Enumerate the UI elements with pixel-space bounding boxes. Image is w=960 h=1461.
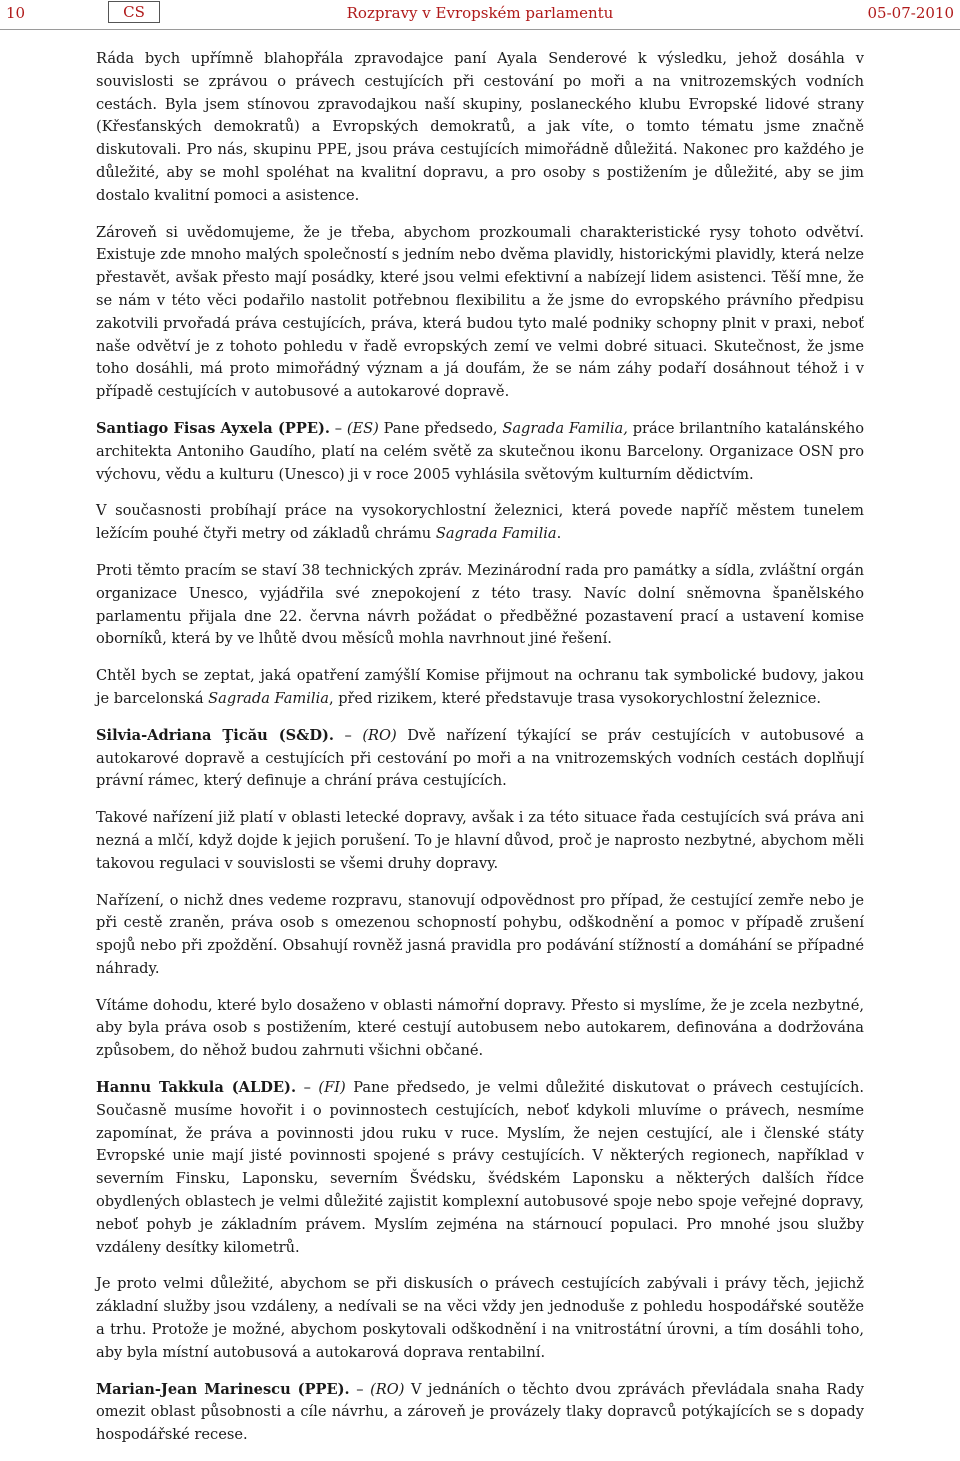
paragraph-6: Chtěl bych se zeptat, jaká opatření zamýšlí Komise přijmout na ochranu tak symbolické budovy, jakou je barcelonská Sagrada Familia, před rizikem, které představuje trasa vysokorychlostní železnice.	[96, 667, 864, 707]
speech-fisas-ayxela: Santiago Fisas Ayxela (PPE). – (ES) Pane předsedo, Sagrada Familia, práce brilantního katalánského architekta Antoniho Gaudího, platí na celém světě za skutečnou ikonu Barcelony. Organizace OSN pro výchovu, vědu a kulturu (Unesco) ji v roce 2005 vyhlásila světovým kulturním dědictvím.	[96, 419, 865, 483]
speech-language: (RO)	[362, 726, 397, 744]
speech-takkula: Hannu Takkula (ALDE). – (FI) Pane předsedo, je velmi důležité diskutovat o právech cestujících. Současně musíme hovořit i o povinnostech cestujících, neboť kdykoli mluvíme o právech, nesmíme zapomínat, že práva a povinnosti jdou ruku v ruce. Myslím, že nejen cestující, ale i členské státy Evropské unie mají jisté povinnosti spojené s právy cestujících. V některých regionech, například v severním Finsku, Laponsku, severním Švédsku, švédském Laponsku a některých dalších řídce obydlených oblastech je velmi důležité zajistit komplexní autobusové spoje nebo spoje veřejné dopravy, neboť pohyb je základním právem. Myslím zejména na stárnoucí populaci. Pro mnohé jsou služby vzdáleny desítky kilometrů.	[96, 1079, 864, 1256]
paragraph-10: Vítáme dohodu, které bylo dosaženo v oblasti námořní dopravy. Přesto si myslíme, že je zcela nezbytné, aby byla práva osob s postižením, které cestují autobusem nebo autokarem, definována a dodržována způsobem, do něhož budou zahrnuti všichni občané.	[96, 996, 864, 1060]
paragraph-12: Je proto velmi důležité, abychom se při diskusích o právech cestujících zabývali i právy těch, jejichž základní služby jsou vzdáleny, a nedívali se na věci vždy jen jednoduše z pohledu hospodářské soutěže a trhu. Protože je možné, abychom poskytovali odškodnění i na vnitrostátní úrovni, a tím dosáhli toho, aby byla místní autobusová a autokarová doprava rentabilní.	[96, 1275, 864, 1361]
paragraph-8: Takové nařízení již platí v oblasti letecké dopravy, avšak i za této situace řada cestujících svá práva ani nezná a mlčí, když dojde k jejich porušení. To je hlavní důvod, proč je naprosto nezbytné, abychom měli takovou regulaci v souvislosti se všemi druhy dopravy.	[96, 809, 864, 872]
speech-ticau: Silvia-Adriana Ţicău (S&D). – (RO) Dvě nařízení týkající se práv cestujících v autobusové a autokarové dopravě a cestujících při cestování po moři a na vnitrozemských vodních cestách doplňují právní rámec, který definuje a chrání práva cestujících.	[96, 726, 864, 790]
page-header	[0, 0, 960, 30]
journal-title: Rozpravy v Evropském parlamentu	[346, 4, 614, 22]
language-code-box: CS	[108, 1, 160, 23]
speech-language: (ES)	[346, 419, 379, 437]
speaker-name: Marian-Jean Marinescu (PPE).	[96, 1380, 350, 1398]
speaker-name: Silvia-Adriana Ţicău (S&D).	[96, 726, 334, 744]
paragraph-2: Zároveň si uvědomujeme, že je třeba, abychom prozkoumali charakteristické rysy tohoto odvětví. Existuje zde mnoho malých společností s jedním nebo dvěma plavidly, historickými plavidly, která nelze přestavět, avšak přesto mají posádky, které jsou velmi efektivní a nabízejí lidem asistenci. Těší mne, že se nám v této věci podařilo nastolit potřebnou flexibilitu a že jsme do evropského právního předpisu zakotvili prvořadá práva cestujících, práva, která budou tyto malé podniky schopny plnit v praxi, neboť naše odvětví je z tohoto pohledu v řadě evropských zemí ve velmi dobré situaci. Skutečnost, že jsme toho dosáhli, má proto mimořádný význam a já doufám, že se nám záhy podaří dosáhnout téhož i v případě cestujících v autobusové a autokarové dopravě.	[96, 223, 864, 401]
paragraph-4: V současnosti probíhají práce na vysokorychlostní železnici, která povede napříč městem tunelem ležícím pouhé čtyři metry od základů chrámu Sagrada Familia.	[96, 502, 864, 543]
paragraph-1: Ráda bych upřímně blahopřála zpravodajce paní Ayala Senderové k výsledku, jehož dosáhla v souvislosti se zprávou o právech cestujících při cestování po moři a na vnitrozemských vodních cestách. Byla jsem stínovou zpravodajkou naší skupiny, poslaneckého klubu Evropské lidové strany (Křesťanských demokratů) a Evropských demokratů, a jak víte, o tomto tématu jsme značně diskutovali. Pro nás, skupinu PPE, jsou práva cestujících mimořádně důležitá. Nakonec pro každého je důležité, aby se mohl spoléhat na kvalitní dopravu, a pro osoby s postižením je důležité, aby se jim dostalo kvalitní pomoci a asistence.	[96, 50, 864, 204]
paragraph-5: Proti těmto pracím se staví 38 technických zpráv. Mezinárodní rada pro památky a sídla, zvláštní orgán organizace Unesco, vyjádřila své znepokojení z této trasy. Navíc dolní sněmovna španělského parlamentu přijala dne 22. června návrh požádat o předběžné pozastavení prací a ustavení komise oborníků, která by ve lhůtě dvou měsíců mohla navrhnout jiné řešení.	[96, 561, 864, 648]
page-number: 10	[6, 4, 26, 22]
speaker-name: Santiago Fisas Ayxela (PPE).	[96, 419, 330, 437]
speech-language: (FI)	[318, 1079, 346, 1097]
document-body	[96, 48, 864, 1461]
issue-date: 05-07-2010	[867, 4, 954, 22]
speech-language: (RO)	[370, 1380, 405, 1398]
speaker-name: Hannu Takkula (ALDE).	[96, 1079, 297, 1097]
paragraph-9: Nařízení, o nichž dnes vedeme rozpravu, stanovují odpovědnost pro případ, že cestující zemře nebo je při cestě zraněn, práva osob s omezenou schopností pohybu, odškodnění a pomoc v případě zrušení spojů nebo při zpoždění. Obsahují rovněž jasná pravidla pro podávání stížností a domáhání se případné náhrady.	[96, 891, 864, 977]
speech-marinescu: Marian-Jean Marinescu (PPE). – (RO) V jednáních o těchto dvou zprávách převládala snaha Rady omezit oblast působnosti a cíle návrhu, a zároveň je provázely tlaky dopravců potýkajících se s dopady hospodářské recese.	[96, 1380, 864, 1444]
